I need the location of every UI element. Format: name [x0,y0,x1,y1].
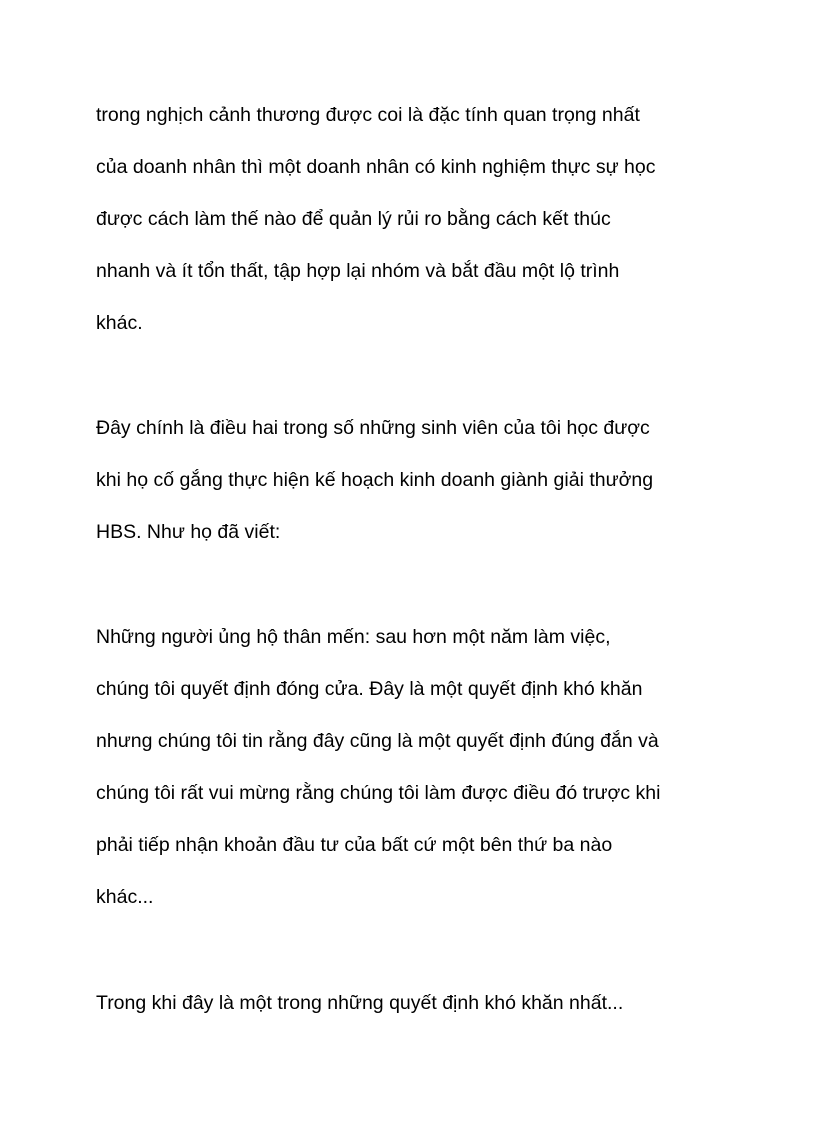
paragraph-3-quote [96,611,736,923]
paragraph-4 [96,977,736,1029]
paragraph-1 [96,89,736,349]
text-line: trong nghịch cảnh thương được coi là đặc tính quan trọng nhất [96,104,640,126]
text-line: Trong khi đây là một trong những quyết định khó khăn nhất... [96,992,624,1014]
text-line: chúng tôi quyết định đóng cửa. Đây là một quyết định khó khăn [96,678,643,700]
text-line: nhưng chúng tôi tin rằng đây cũng là một quyết định đúng đắn và [96,730,659,752]
text-line: phải tiếp nhận khoản đầu tư của bất cứ một bên thứ ba nào [96,834,613,856]
text-line: nhanh và ít tổn thất, tập hợp lại nhóm và bắt đầu một lộ trình [96,260,620,282]
text-line: HBS. Như họ đã viết: [96,521,281,543]
text-line: khác... [96,886,154,908]
text-line: được cách làm thế nào để quản lý rủi ro bằng cách kết thúc [96,208,611,230]
text-line: Đây chính là điều hai trong số những sinh viên của tôi học được [96,417,650,439]
text-line: khi họ cố gắng thực hiện kế hoạch kinh doanh giành giải thưởng [96,469,654,491]
text-line: khác. [96,312,143,334]
paragraph-2 [96,402,736,558]
text-line: chúng tôi rất vui mừng rằng chúng tôi làm được điều đó trược khi [96,782,661,804]
text-line: Những người ủng hộ thân mến: sau hơn một năm làm việc, [96,626,611,648]
text-line: của doanh nhân thì một doanh nhân có kinh nghiệm thực sự học [96,156,656,178]
